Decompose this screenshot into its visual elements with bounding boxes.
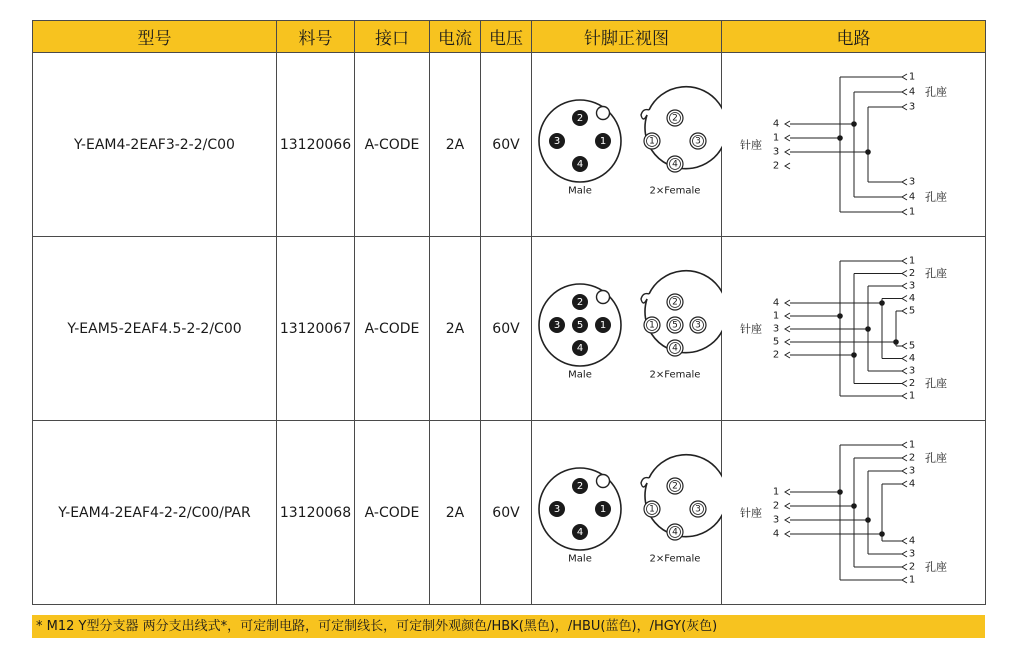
plug-pin-arrow — [785, 503, 790, 509]
socket-bottom-pin-number: 3 — [908, 176, 916, 188]
socket-top-label: 孔座 — [925, 267, 947, 280]
plug-pin-number: 4 — [772, 528, 780, 540]
socket-bottom-arrow — [902, 343, 907, 349]
female-pin-number: 1 — [649, 504, 655, 515]
socket-top-pin-number: 1 — [908, 71, 916, 83]
socket-bottom-pin-number: 4 — [908, 535, 916, 547]
male-label: Male — [568, 369, 592, 381]
junction-dot — [865, 517, 871, 523]
junction-dot — [837, 135, 843, 141]
junction-dot — [837, 313, 843, 319]
female-pin-number: 4 — [672, 159, 678, 170]
pin-view-diagram — [532, 53, 722, 236]
header-current: 电流 — [430, 21, 481, 53]
plug-label: 针座 — [740, 322, 762, 336]
junction-dot — [879, 531, 885, 537]
female-pin-number: 3 — [695, 504, 701, 515]
circuit-cell — [722, 237, 986, 421]
male-pin-number: 5 — [576, 320, 584, 331]
header-row — [33, 21, 986, 53]
socket-top-pin-number: 5 — [908, 305, 916, 317]
female-pin-number: 4 — [672, 343, 678, 354]
male-label: Male — [568, 553, 592, 565]
plug-pin-number: 5 — [772, 336, 780, 348]
pin-view-cell — [532, 421, 722, 605]
plug-pin-arrow — [785, 135, 790, 141]
pin-view-cell — [532, 237, 722, 421]
female-connector-face — [645, 87, 722, 169]
plug-label: 针座 — [740, 506, 762, 520]
socket-bottom-pin-number: 3 — [908, 548, 916, 560]
junction-dot — [851, 352, 857, 358]
plug-pin-arrow — [785, 339, 790, 345]
socket-bottom-pin-number: 1 — [908, 390, 916, 402]
male-pin-number: 1 — [599, 136, 607, 147]
plug-pin-number: 2 — [772, 349, 780, 361]
circuit-diagram — [722, 237, 986, 420]
female-pin-number: 3 — [695, 320, 701, 331]
socket-top-label: 孔座 — [925, 451, 947, 465]
plug-pin-number: 3 — [772, 323, 780, 335]
male-pin-number: 4 — [576, 527, 584, 538]
socket-top-pin-number: 3 — [908, 280, 916, 292]
socket-bottom-arrow — [902, 179, 907, 185]
current-cell: 2A — [430, 237, 481, 421]
model-cell: Y-EAM5-2EAF4.5-2-2/C00 — [33, 237, 277, 421]
female-pin-number: 4 — [672, 527, 678, 538]
plug-pin-number: 3 — [772, 146, 780, 158]
socket-top-pin-number: 2 — [908, 452, 916, 464]
junction-dot — [879, 300, 885, 306]
socket-top-pin-number: 1 — [908, 439, 916, 451]
male-key-notch — [597, 291, 610, 304]
product-row — [33, 53, 986, 237]
female-pin-number: 1 — [649, 136, 655, 147]
header-pin-view: 针脚正视图 — [532, 21, 722, 53]
male-key-notch — [597, 475, 610, 488]
plug-pin-arrow — [785, 489, 790, 495]
female-label: 2×Female — [649, 553, 701, 565]
socket-bottom-pin-number: 1 — [908, 206, 916, 218]
socket-top-arrow — [902, 455, 907, 461]
plug-pin-arrow — [785, 149, 790, 155]
socket-top-arrow — [902, 283, 907, 289]
socket-top-arrow — [902, 74, 907, 80]
junction-dot — [851, 503, 857, 509]
socket-top-pin-number: 4 — [908, 478, 916, 490]
current-cell: 2A — [430, 421, 481, 605]
female-pin-number: 5 — [672, 320, 678, 331]
plug-pin-number: 2 — [772, 160, 780, 172]
plug-pin-number: 1 — [772, 132, 780, 144]
female-pin-number: 3 — [695, 136, 701, 147]
model-cell: Y-EAM4-2EAF3-2-2/C00 — [33, 53, 277, 237]
plug-pin-number: 4 — [772, 118, 780, 130]
plug-pin-arrow — [785, 300, 790, 306]
model-cell: Y-EAM4-2EAF4-2-2/C00/PAR — [33, 421, 277, 605]
pin-view-diagram — [532, 421, 722, 604]
socket-bottom-arrow — [902, 577, 907, 583]
header-part-no: 料号 — [277, 21, 355, 53]
plug-pin-arrow — [785, 121, 790, 127]
plug-label: 针座 — [740, 138, 762, 152]
male-pin-number: 4 — [576, 343, 584, 354]
male-pin-number: 2 — [576, 297, 584, 308]
socket-bottom-label: 孔座 — [925, 560, 947, 574]
socket-bottom-arrow — [902, 209, 907, 215]
socket-bottom-arrow — [902, 368, 907, 374]
male-pin-number: 4 — [576, 159, 584, 170]
part-no-cell: 13120067 — [277, 237, 355, 421]
spec-table — [32, 20, 986, 605]
footnote: * M12 Y型分支器 两分支出线式*，可定制电路，可定制线长，可定制外观颜色/HBK(黑色)，/HBU(蓝色)，/HGY(灰色) — [32, 615, 985, 638]
socket-bottom-pin-number: 2 — [908, 561, 916, 573]
male-key-notch — [597, 107, 610, 120]
pin-view-cell — [532, 53, 722, 237]
socket-bottom-pin-number: 2 — [908, 378, 916, 389]
socket-bottom-pin-number: 5 — [908, 340, 916, 352]
socket-top-pin-number: 3 — [908, 465, 916, 477]
socket-top-pin-number: 4 — [908, 86, 916, 98]
part-no-cell: 13120068 — [277, 421, 355, 605]
socket-bottom-arrow — [902, 538, 907, 544]
female-pin-number: 2 — [672, 113, 678, 124]
junction-dot — [837, 489, 843, 495]
socket-top-pin-number: 3 — [908, 101, 916, 113]
socket-top-label: 孔座 — [925, 85, 947, 99]
female-connector-face — [645, 455, 722, 537]
female-connector-face — [645, 271, 722, 353]
socket-top-pin-number: 1 — [908, 255, 916, 267]
socket-top-arrow — [902, 481, 907, 487]
socket-bottom-arrow — [902, 356, 907, 362]
interface-cell: A-CODE — [355, 53, 430, 237]
plug-pin-number: 4 — [772, 297, 780, 309]
plug-pin-arrow — [785, 517, 790, 523]
plug-pin-arrow — [785, 352, 790, 358]
plug-pin-number: 3 — [772, 514, 780, 526]
male-pin-number: 3 — [553, 320, 561, 331]
current-cell: 2A — [430, 53, 481, 237]
plug-pin-number: 1 — [772, 310, 780, 322]
junction-dot — [851, 121, 857, 127]
male-pin-number: 1 — [599, 504, 607, 515]
socket-bottom-arrow — [902, 564, 907, 570]
male-pin-number: 2 — [576, 113, 584, 124]
header-model: 型号 — [33, 21, 277, 53]
socket-top-arrow — [902, 271, 907, 277]
male-pin-number: 1 — [599, 320, 607, 331]
socket-top-pin-number: 2 — [908, 268, 916, 279]
interface-cell: A-CODE — [355, 421, 430, 605]
female-pin-number: 1 — [649, 320, 655, 331]
socket-top-pin-number: 4 — [908, 293, 916, 304]
female-label: 2×Female — [649, 369, 701, 381]
male-pin-number: 2 — [576, 481, 584, 492]
socket-top-arrow — [902, 104, 907, 110]
voltage-cell: 60V — [481, 237, 532, 421]
circuit-diagram — [722, 421, 986, 604]
socket-bottom-pin-number: 1 — [908, 574, 916, 586]
socket-bottom-arrow — [902, 393, 907, 399]
socket-bottom-label: 孔座 — [925, 377, 947, 390]
male-pin-number: 3 — [553, 504, 561, 515]
socket-top-arrow — [902, 296, 907, 302]
header-voltage: 电压 — [481, 21, 532, 53]
product-row — [33, 421, 986, 605]
plug-pin-number: 1 — [772, 486, 780, 498]
socket-bottom-pin-number: 3 — [908, 365, 916, 377]
socket-bottom-arrow — [902, 381, 907, 387]
female-pin-number: 2 — [672, 481, 678, 492]
socket-bottom-arrow — [902, 194, 907, 200]
part-no-cell: 13120066 — [277, 53, 355, 237]
socket-top-arrow — [902, 89, 907, 95]
socket-top-arrow — [902, 258, 907, 264]
male-label: Male — [568, 185, 592, 197]
male-pin-number: 3 — [553, 136, 561, 147]
product-row — [33, 237, 986, 421]
header-circuit: 电路 — [722, 21, 986, 53]
socket-bottom-arrow — [902, 551, 907, 557]
pin-view-diagram — [532, 237, 722, 420]
junction-dot — [865, 326, 871, 332]
plug-pin-arrow — [785, 313, 790, 319]
socket-bottom-pin-number: 4 — [908, 353, 916, 364]
header-interface: 接口 — [355, 21, 430, 53]
socket-bottom-label: 孔座 — [925, 190, 947, 204]
socket-top-arrow — [902, 468, 907, 474]
socket-bottom-pin-number: 4 — [908, 191, 916, 203]
plug-pin-arrow — [785, 163, 790, 169]
plug-pin-number: 2 — [772, 500, 780, 512]
interface-cell: A-CODE — [355, 237, 430, 421]
socket-top-arrow — [902, 308, 907, 314]
voltage-cell: 60V — [481, 53, 532, 237]
circuit-diagram — [722, 53, 986, 236]
junction-dot — [893, 339, 899, 345]
female-label: 2×Female — [649, 185, 701, 197]
socket-top-arrow — [902, 442, 907, 448]
voltage-cell: 60V — [481, 421, 532, 605]
plug-pin-arrow — [785, 326, 790, 332]
plug-pin-arrow — [785, 531, 790, 537]
circuit-cell — [722, 53, 986, 237]
circuit-cell — [722, 421, 986, 605]
junction-dot — [865, 149, 871, 155]
female-pin-number: 2 — [672, 297, 678, 308]
